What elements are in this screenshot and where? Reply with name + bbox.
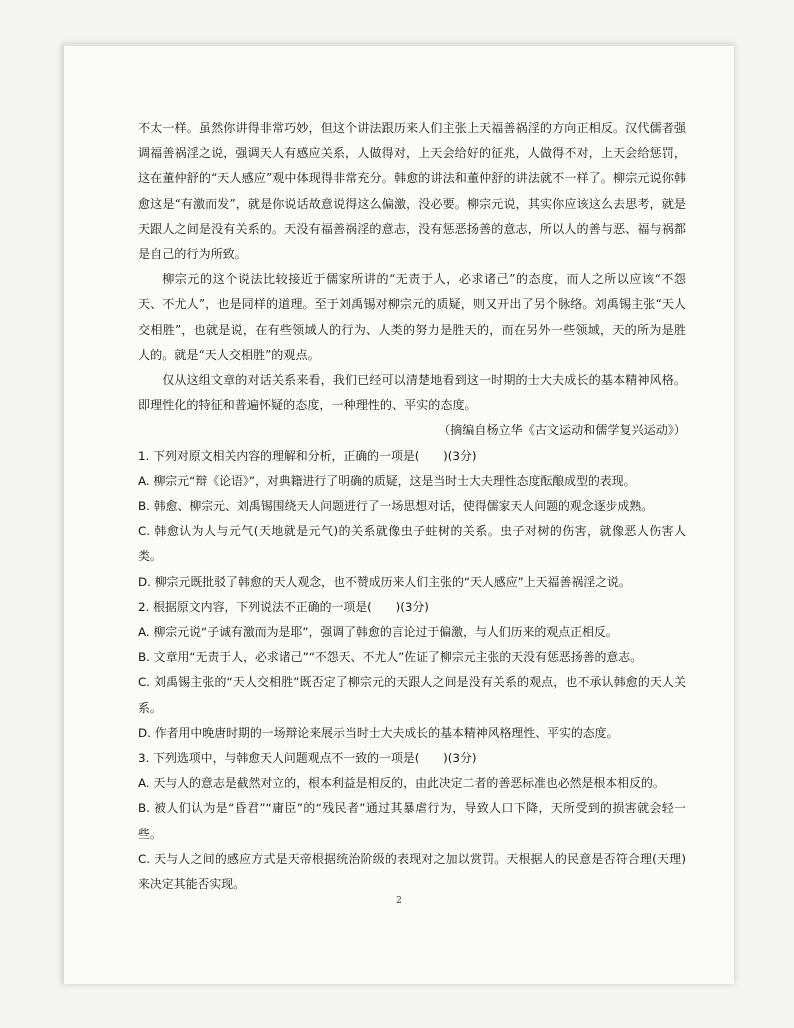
passage-paragraph-2: 柳宗元的这个说法比较接近于儒家所讲的“无责于人，必求诸己”的态度，而人之所以应该“不怨天、不尤人”，也是同样的道理。至于刘禹锡对柳宗元的质疑，则又开出了另个脉络。刘禹锡主张“天人交相胜”，也就是说，在有些领域人的行为、人类的努力是胜天的，而在另外一些领域，天的所为是胜人的。就是“天人交相胜”的观点。 (138, 272, 686, 362)
question-2-option-c: C. 刘禹锡主张的“天人交相胜”既否定了柳宗元的天跟人之间是没有关系的观点，也不承认韩愈的天人关系。 (138, 675, 686, 715)
passage-source: （摘编自杨立华《古文运动和儒学复兴运动》） (438, 423, 686, 438)
question-3-stem: 3. 下列选项中，与韩愈天人问题观点不一致的一项是( )(3分) (138, 751, 477, 766)
question-1-stem: 1. 下列对原文相关内容的理解和分析，正确的一项是( )(3分) (138, 448, 477, 463)
question-1-option-d: D. 柳宗元既批驳了韩愈的天人观念，也不赞成历来人们主张的“天人感应”上天福善祸淫之说。 (138, 574, 631, 589)
question-1-option-a: A. 柳宗元“辩《论语》”，对典籍进行了明确的质疑，这是当时士大夫理性态度酝酿成型的表现。 (138, 473, 636, 488)
question-3-option-a: A. 天与人的意志是截然对立的，根本利益是相反的，由此决定二者的善恶标准也必然是根本相反的。 (138, 776, 665, 791)
question-3-option-c: C. 天与人之间的感应方式是天帝根据统治阶级的表现对之加以赏罚。天根据人的民意是否符合理(天理)来决定其能否实现。 (138, 851, 686, 892)
question-2-option-b: B. 文章用“无责于人，必求诸己”“不怨天、不尤人”佐证了柳宗元主张的天没有惩恶扬善的意志。 (138, 650, 643, 665)
page-number: 2 (396, 896, 402, 906)
question-1 (138, 444, 686, 595)
question-3-option-b: B. 被人们认为是“昏君”“庸臣”的“残民者”通过其暴虐行为，导致人口下降，天所受到的损害就会轻一些。 (138, 801, 686, 841)
document-page (62, 44, 734, 984)
question-3 (138, 746, 686, 897)
passage-paragraph-1: 不太一样。虽然你讲得非常巧妙，但这个讲法跟历来人们主张上天福善祸淫的方向正相反。汉代儒者强调福善祸淫之说，强调天人有感应关系，人做得对，上天会给好的征兆，人做得不对，上天会给惩罚，这在董仲舒的“天人感应”观中体现得非常充分。韩愈的讲法和董仲舒的讲法就不一样了。柳宗元说你韩愈这是“有激而发”，就是你说话故意说得这么偏激，没必要。柳宗元说，其实你应该这么去思考，就是天跟人之间是没有关系的。天没有福善祸淫的意志，没有惩恶扬善的意志，所以人的善与恶、福与祸都是自己的行为所致。 (138, 121, 686, 262)
question-1-option-c: C. 韩愈认为人与元气(天地就是元气)的关系就像虫子蛀树的关系。虫子对树的伤害，就像恶人伤害人类。 (138, 524, 686, 564)
question-2-stem: 2. 根据原文内容，下列说法不正确的一项是( )(3分) (138, 599, 429, 614)
question-2 (138, 595, 686, 746)
page-content (138, 116, 686, 897)
question-1-option-b: B. 韩愈、柳宗元、刘禹锡围绕天人问题进行了一场思想对话，使得儒家天人问题的观念逐步成熟。 (138, 499, 654, 514)
question-2-option-a: A. 柳宗元说“子诚有激而为是耶”，强调了韩愈的言论过于偏激，与人们历来的观点正相反。 (138, 625, 618, 640)
question-2-option-d: D. 作者用中晚唐时期的一场辩论来展示当时士大夫成长的基本精神风格理性、平实的态度。 (138, 725, 619, 740)
passage-paragraph-3: 仅从这组文章的对话关系来看，我们已经可以清楚地看到这一时期的士大夫成长的基本精神风格。即理性化的特征和普遍怀疑的态度，一种理性的、平实的态度。 (138, 373, 686, 413)
